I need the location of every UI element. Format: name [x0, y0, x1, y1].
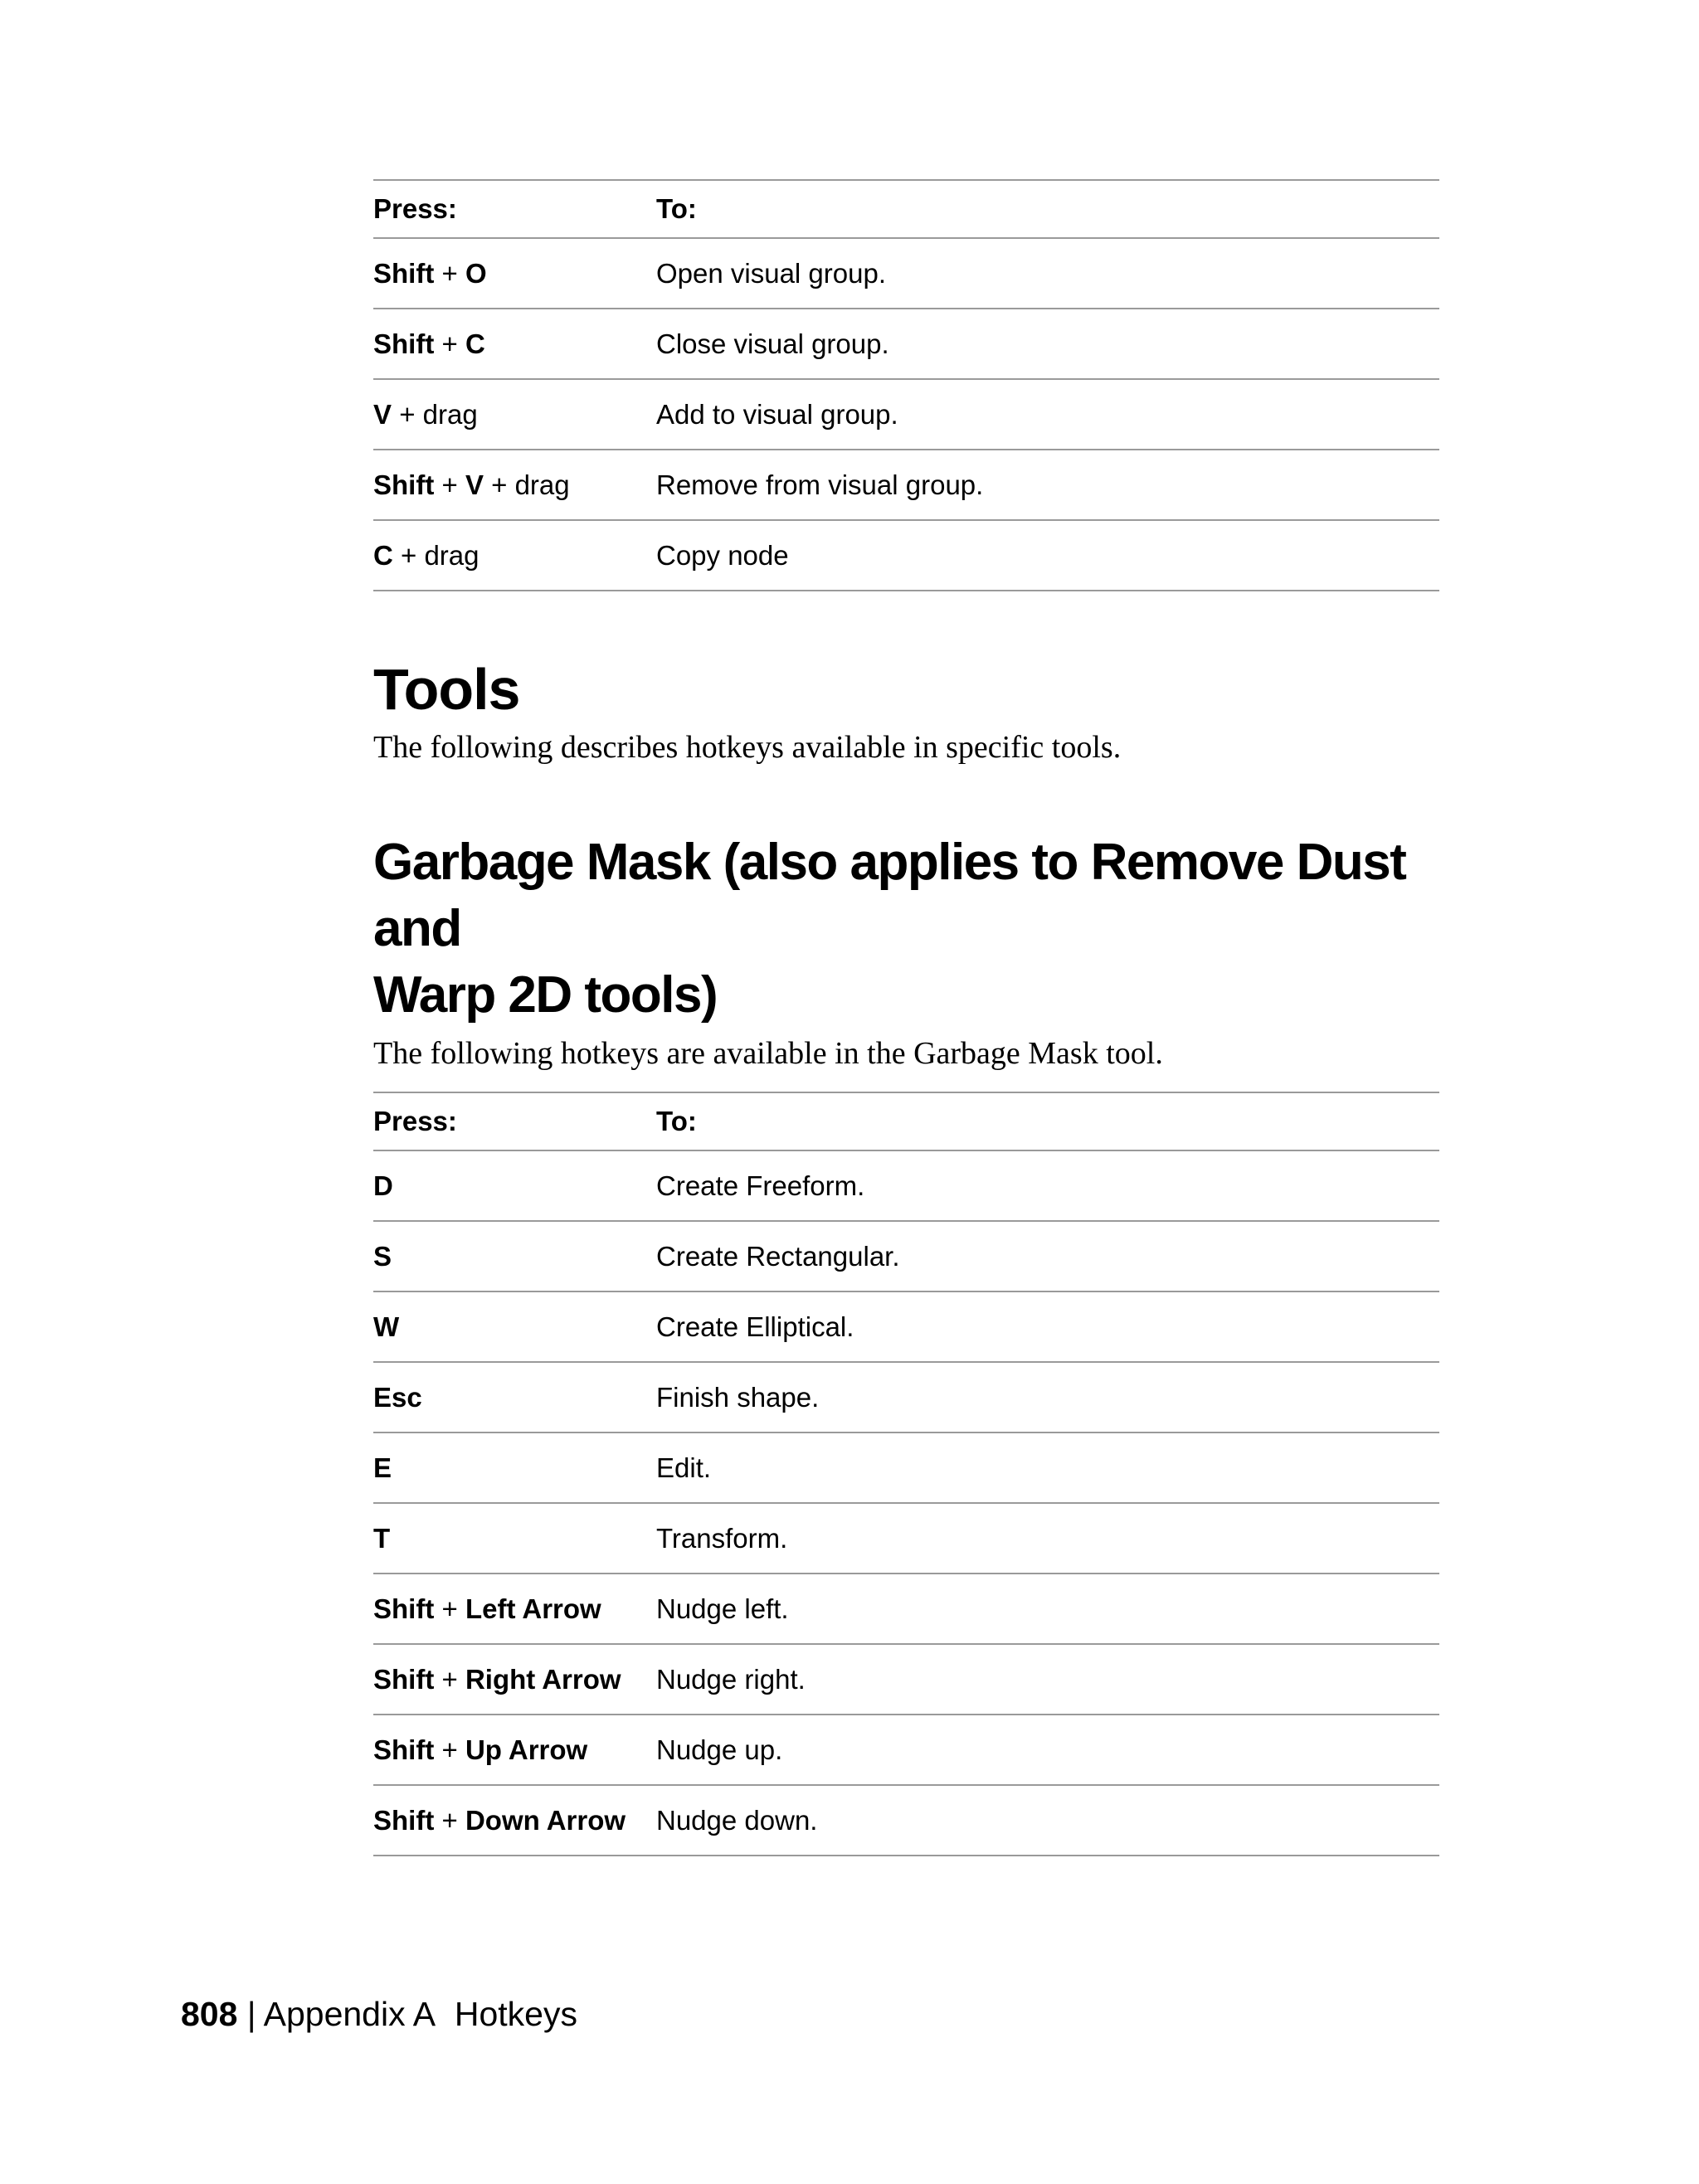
- table-row: [373, 1432, 1439, 1503]
- hotkey-key: Shift: [373, 257, 435, 289]
- press-column-header: Press:: [373, 180, 656, 238]
- garbage-mask-description: The following hotkeys are available in the Garbage Mask tool.: [373, 1036, 1163, 1071]
- action-cell: Create Elliptical.: [656, 1291, 1439, 1362]
- action-cell: Transform.: [656, 1503, 1439, 1574]
- page-footer: [181, 1993, 577, 2035]
- hotkey-operator: +: [441, 1804, 458, 1836]
- hotkey-operator: +: [441, 328, 458, 359]
- hotkey-key: E: [373, 1452, 392, 1483]
- hotkey-key: Shift: [373, 1734, 435, 1765]
- page-content: [373, 179, 1439, 1856]
- hotkey-key: Down Arrow: [465, 1804, 626, 1836]
- hotkey-key: Shift: [373, 328, 435, 359]
- hotkey-cell: [373, 1432, 656, 1503]
- hotkey-cell: [373, 1644, 656, 1715]
- action-cell: Open visual group.: [656, 238, 1439, 309]
- hotkey-key: D: [373, 1170, 393, 1201]
- hotkey-key: Esc: [373, 1381, 422, 1413]
- hotkey-key: O: [465, 257, 487, 289]
- action-cell: Finish shape.: [656, 1362, 1439, 1432]
- section-heading-tools: Tools: [373, 657, 520, 722]
- hotkey-key: W: [373, 1311, 400, 1342]
- hotkey-key: C: [465, 328, 485, 359]
- table-row: [373, 1785, 1439, 1856]
- action-cell: Nudge left.: [656, 1574, 1439, 1644]
- hotkey-operator: + drag: [399, 398, 478, 430]
- action-cell: Add to visual group.: [656, 379, 1439, 450]
- subsection-heading-garbage-mask: [373, 829, 1439, 1029]
- table-row: [373, 1644, 1439, 1715]
- table-row: [373, 450, 1439, 520]
- hotkey-key: Shift: [373, 1593, 435, 1624]
- hotkey-cell: [373, 379, 656, 450]
- action-cell: Remove from visual group.: [656, 450, 1439, 520]
- hotkey-cell: [373, 1362, 656, 1432]
- hotkey-cell: [373, 1221, 656, 1291]
- hotkey-key: Up Arrow: [465, 1734, 588, 1765]
- hotkey-cell: [373, 1715, 656, 1785]
- hotkeys-table-garbage-mask: [373, 1092, 1439, 1856]
- to-column-header: To:: [656, 1092, 1439, 1150]
- hotkey-operator: +: [441, 257, 458, 289]
- action-cell: Create Rectangular.: [656, 1221, 1439, 1291]
- tools-description: The following describes hotkeys available in specific tools.: [373, 730, 1122, 765]
- action-cell: Close visual group.: [656, 309, 1439, 379]
- hotkey-key: V: [373, 398, 392, 430]
- hotkey-key: V: [465, 469, 484, 500]
- heading-line: Warp 2D tools): [373, 966, 718, 1024]
- hotkey-key: Right Arrow: [465, 1663, 621, 1695]
- hotkey-key: C: [373, 539, 393, 571]
- hotkey-key: Shift: [373, 1804, 435, 1836]
- footer-section: Appendix A: [263, 1995, 436, 2033]
- table-row: [373, 1362, 1439, 1432]
- heading-line: Garbage Mask (also applies to Remove Dust and: [373, 834, 1406, 957]
- footer-chapter: Hotkeys: [454, 1995, 577, 2033]
- hotkey-cell: [373, 1291, 656, 1362]
- action-cell: Edit.: [656, 1432, 1439, 1503]
- action-cell: Copy node: [656, 520, 1439, 591]
- hotkey-cell: [373, 309, 656, 379]
- hotkey-operator: +: [441, 1663, 458, 1695]
- table-row: [373, 1503, 1439, 1574]
- press-column-header: Press:: [373, 1092, 656, 1150]
- to-column-header: To:: [656, 180, 1439, 238]
- hotkey-operator: +: [441, 1593, 458, 1624]
- hotkey-operator: + drag: [491, 469, 570, 500]
- table-row: [373, 1291, 1439, 1362]
- hotkey-key: Shift: [373, 469, 435, 500]
- hotkey-cell: [373, 520, 656, 591]
- hotkey-operator: +: [441, 1734, 458, 1765]
- table-header-row: [373, 180, 1439, 238]
- action-cell: Nudge right.: [656, 1644, 1439, 1715]
- hotkey-operator: + drag: [401, 539, 480, 571]
- hotkey-cell: [373, 450, 656, 520]
- hotkeys-table-visual-groups: [373, 179, 1439, 591]
- table-row: [373, 1150, 1439, 1221]
- footer-separator: |: [246, 1995, 256, 2033]
- action-cell: Create Freeform.: [656, 1150, 1439, 1221]
- table-row: [373, 309, 1439, 379]
- page-number: 808: [181, 1995, 238, 2033]
- hotkey-cell: [373, 1150, 656, 1221]
- hotkey-key: Shift: [373, 1663, 435, 1695]
- hotkey-key: S: [373, 1240, 392, 1272]
- action-cell: Nudge up.: [656, 1715, 1439, 1785]
- hotkey-cell: [373, 1574, 656, 1644]
- action-cell: Nudge down.: [656, 1785, 1439, 1856]
- table-row: [373, 238, 1439, 309]
- table-row: [373, 1574, 1439, 1644]
- table-row: [373, 1221, 1439, 1291]
- hotkey-cell: [373, 1503, 656, 1574]
- hotkey-key: T: [373, 1522, 391, 1554]
- hotkey-operator: +: [441, 469, 458, 500]
- table-row: [373, 520, 1439, 591]
- table-row: [373, 379, 1439, 450]
- table-header-row: [373, 1092, 1439, 1150]
- hotkey-cell: [373, 238, 656, 309]
- hotkey-cell: [373, 1785, 656, 1856]
- table-row: [373, 1715, 1439, 1785]
- hotkey-key: Left Arrow: [465, 1593, 601, 1624]
